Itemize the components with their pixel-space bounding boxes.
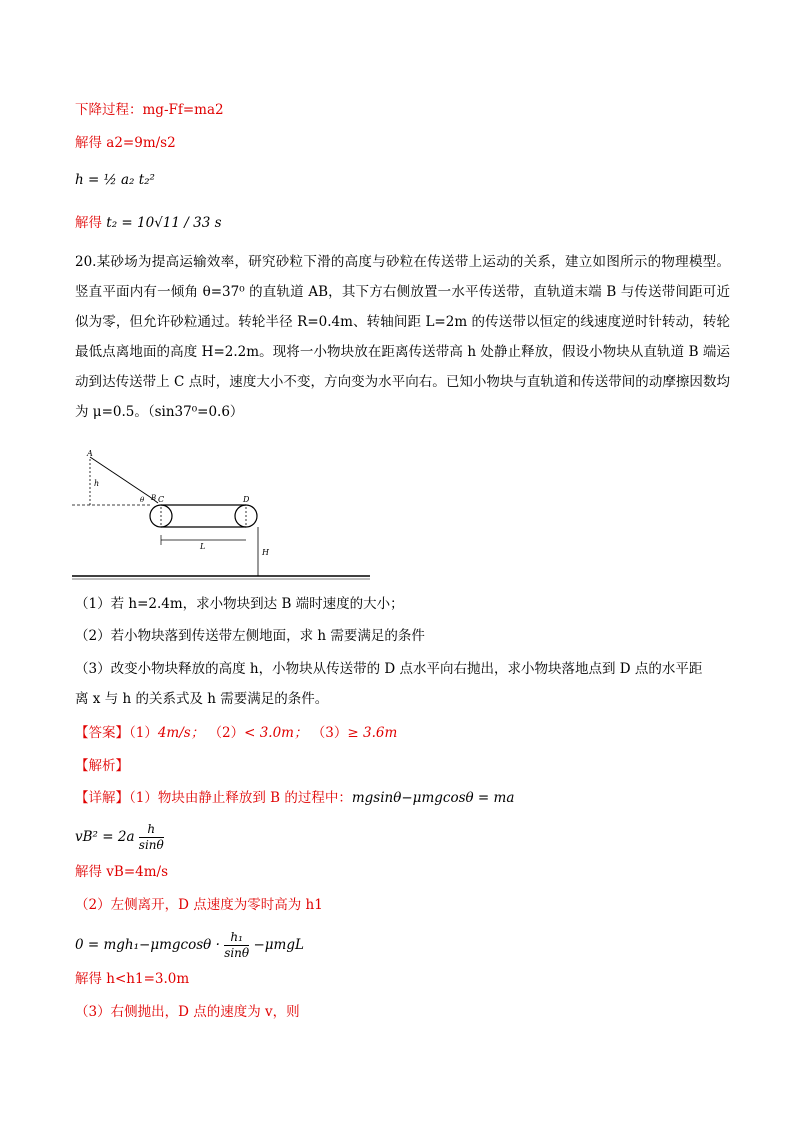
t2-formula: t₂ = 10√11 / 33 s	[106, 215, 222, 231]
eq2-fraction	[224, 930, 249, 961]
answer-1-value: 4m/s；	[157, 725, 205, 741]
eq2-right: −μmgL	[253, 937, 304, 953]
detail-step1-formula: mgsinθ−μmgcosθ = ma	[351, 790, 515, 806]
answer-2-num: （2）	[208, 725, 245, 741]
answer-1-num: （1）	[129, 725, 158, 741]
t2-result-line	[75, 213, 222, 233]
label-B: B	[151, 494, 157, 502]
incline-track	[90, 457, 150, 497]
subquestion-1: （1）若 h=2.4m，求小物块到达 B 端时速度的大小；	[75, 596, 404, 612]
t2-label: 解得	[75, 215, 102, 231]
eq2-formula	[75, 930, 304, 961]
vb-formula	[75, 822, 164, 853]
h1-result: 解得 h<h1=3.0m	[75, 971, 190, 987]
conveyor-diagram	[70, 445, 380, 585]
eq2-left: 0 = mgh₁−μmgcosθ ·	[75, 937, 220, 953]
eq2-frac-den: sinθ	[224, 946, 250, 960]
vb-frac-den: sinθ	[138, 838, 164, 852]
eq2-frac-num: h₁	[224, 930, 249, 946]
h-formula: h = ½ a₂ t₂²	[75, 172, 155, 188]
label-L: L	[200, 542, 206, 551]
answer-2-value: < 3.0m；	[244, 725, 308, 741]
detail-step2-text: （2）左侧离开，D 点速度为零时高为 h1	[75, 897, 323, 913]
descend-process-line: 下降过程：mg-Ff=ma2	[75, 102, 224, 118]
label-theta: θ	[140, 496, 145, 504]
vb-formula-left: vB² = 2a	[75, 829, 135, 845]
label-C: C	[158, 495, 165, 504]
detail-step1-text: （1）物块由静止释放到 B 的过程中：	[129, 790, 352, 806]
answer-3-num: （3）	[311, 725, 348, 741]
label-h: h	[94, 479, 100, 488]
vb-result: 解得 vB=4m/s	[75, 864, 169, 880]
question-statement: 20.某砂场为提高运输效率，研究砂粒下滑的高度与砂粒在传送带上运动的关系，建立如图所示的物理模型。竖直平面内有一倾角 θ=37⁰ 的直轨道 AB，其下方右侧放置一水平传送带，直轨道末端 B 与传送带间距可近似为零，但允许砂粒通过。转轮半径 R=0.4m、转轴间距 L=2m 的传送带以恒定的线速度逆时针转动，转轮最低点离地面的高度 H=2.2m。现将一小物块放在距离传送带高 h 处静止释放，假设小物块从直轨道 B 端运动到达传送带上 C 点时，速度大小不变，方向变为水平向右。已知小物块与直轨道和传送带间的动摩擦因数均为 μ=0.5。（sin37⁰=0.6）	[75, 254, 730, 420]
analysis-tag: 【解析】	[75, 758, 129, 774]
detail-line-1	[75, 788, 514, 808]
answer-3-value: ≥ 3.6m	[347, 725, 398, 741]
subquestion-2: （2）若小物块落到传送带左侧地面，求 h 需要满足的条件	[75, 628, 425, 644]
answer-line	[75, 723, 397, 743]
vb-frac-num: h	[139, 822, 164, 838]
a2-result-line: 解得 a2=9m/s2	[75, 135, 176, 151]
subquestion-3-line2: 离 x 与 h 的关系式及 h 需要满足的条件。	[75, 691, 329, 707]
detail-step3-text: （3）右侧抛出，D 点的速度为 v，则	[75, 1004, 300, 1020]
label-D: D	[243, 495, 250, 504]
answer-tag: 【答案】	[75, 725, 129, 741]
label-A: A	[87, 449, 93, 458]
subquestion-3-line1: （3）改变小物块释放的高度 h，小物块从传送带的 D 点水平向右抛出，求小物块落地点到 D 点的水平距	[75, 661, 703, 677]
vb-fraction	[139, 822, 164, 853]
label-H: H	[262, 548, 269, 557]
detail-tag: 【详解】	[75, 790, 129, 806]
